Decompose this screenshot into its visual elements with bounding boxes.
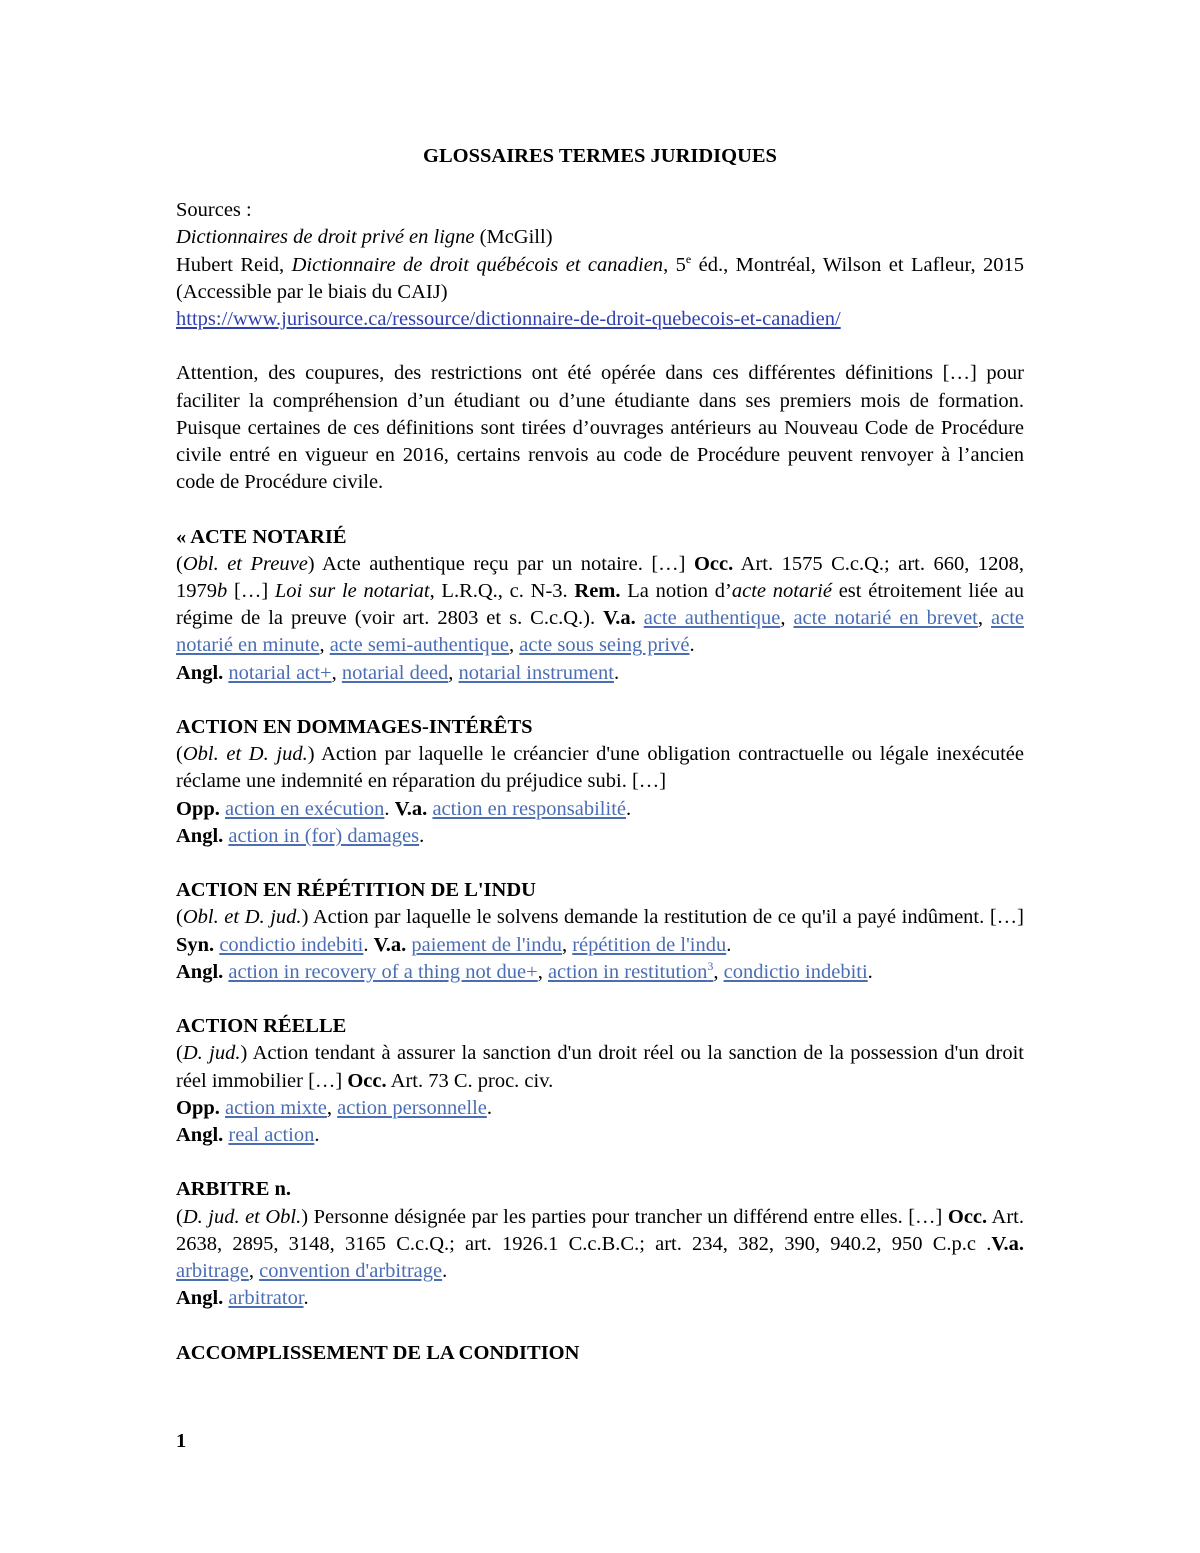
link-acte-notarie-minute[interactable]: acte notarié en minute — [176, 607, 1024, 657]
source-reid: Hubert Reid, Dictionnaire de droit québécois et canadien, 5e éd., Montréal, Wilson et Lafleur, 2015 (Accessible par le biais du CAIJ) — [176, 251, 1024, 303]
entry-acte-notarie — [176, 524, 1024, 687]
source-mcgill-title: Dictionnaires de droit privé en ligne — [176, 226, 475, 249]
link-arbitrator[interactable]: arbitrator — [228, 1287, 304, 1310]
link-notarial-act[interactable]: notarial act+ — [228, 661, 332, 684]
entry-opp: Opp. action en exécution. V.a. action en responsabilité. — [176, 797, 632, 820]
source-url-line — [176, 306, 1024, 333]
entry-title: ARBITRE n. — [176, 1178, 292, 1201]
entry-angl: Angl. notarial act+, notarial deed, notarial instrument. — [176, 661, 620, 684]
entry-domain: Obl. et D. jud. — [182, 906, 302, 929]
entry-angl: Angl. real action. — [176, 1124, 320, 1147]
link-acte-sous-seing-prive[interactable]: acte sous seing privé — [519, 634, 690, 657]
source-reid-title: Dictionnaire de droit québécois et canadien — [291, 253, 664, 276]
sources-label: Sources : — [176, 199, 252, 222]
link-action-en-execution[interactable]: action en exécution — [225, 797, 385, 820]
entry-domain: D. jud. et Obl. — [182, 1205, 302, 1228]
link-paiement-de-l-indu[interactable]: paiement de l'indu — [411, 933, 562, 956]
link-action-personnelle[interactable]: action personnelle — [337, 1096, 487, 1119]
entry-definition: (Obl. et D. jud.) Action par laquelle le solvens demande la restitution de ce qu'il a payé indûment. […] Syn. condictio indebiti. V.a. paiement de l'indu, répétition de l'indu. — [176, 906, 1025, 956]
sources-block — [176, 197, 1024, 333]
entry-domain: Obl. et D. jud. — [182, 743, 308, 766]
entry-opp: Opp. action mixte, action personnelle. — [176, 1096, 492, 1119]
entry-title: ACTION EN RÉPÉTITION DE L'INDU — [176, 879, 536, 902]
entry-accomplissement — [176, 1340, 1024, 1367]
link-action-en-responsabilite[interactable]: action en responsabilité — [432, 797, 626, 820]
link-real-action[interactable]: real action — [228, 1124, 315, 1147]
entry-title: ACTION EN DOMMAGES-INTÉRÊTS — [176, 716, 533, 739]
link-arbitrage[interactable]: arbitrage — [176, 1260, 249, 1283]
entry-title: ACCOMPLISSEMENT DE LA CONDITION — [176, 1341, 580, 1364]
link-action-in-recovery[interactable]: action in recovery of a thing not due+ — [228, 960, 538, 983]
entry-title: « ACTE NOTARIÉ — [176, 525, 347, 548]
entry-title: ACTION RÉELLE — [176, 1015, 347, 1038]
link-convention-d-arbitrage[interactable]: convention d'arbitrage — [259, 1260, 443, 1283]
document-body — [176, 143, 1024, 1367]
entry-domain: Obl. et Preuve — [182, 552, 308, 575]
link-action-mixte[interactable]: action mixte — [225, 1096, 327, 1119]
entry-definition: (Obl. et Preuve) Acte authentique reçu par un notaire. […] Occ. Art. 1575 C.c.Q.; art. 660, 1208, 1979b […] Loi sur le notariat, L.R.Q., c. N-3. Rem. La notion d’acte notarié est étroitement liée au régime de la preuve (voir art. 2803 et s. C.c.Q.). V.a. acte authentique, acte notarié en brevet, acte notarié en minute, acte semi-authentique, acte sous seing privé. — [176, 552, 1024, 657]
entry-action-dommages — [176, 714, 1024, 850]
link-repetition-de-l-indu[interactable]: répétition de l'indu — [572, 933, 727, 956]
entry-angl: Angl. action in recovery of a thing not due+, action in restitution$^3$, condictio indebiti. — [176, 959, 873, 983]
document-title: GLOSSAIRES TERMES JURIDIQUES — [423, 145, 777, 167]
link-action-in-restitution[interactable]: action in restitution$^3$ — [547, 959, 714, 983]
page-number: 1 — [176, 1430, 187, 1452]
link-acte-notarie-brevet[interactable]: acte notarié en brevet — [793, 607, 978, 630]
entry-definition: (D. jud.) Action tendant à assurer la sanction d'un droit réel ou la sanction de la possession d'un droit réel immobilier […] Occ. Art. 73 C. proc. civ. — [176, 1042, 1024, 1092]
link-acte-semi-authentique[interactable]: acte semi-authentique — [329, 634, 509, 657]
source-mcgill: Dictionnaires de droit privé en ligne (McGill) — [176, 226, 553, 249]
link-condictio-indebiti-en[interactable]: condictio indebiti — [723, 960, 868, 983]
link-action-in-damages[interactable]: action in (for) damages — [228, 824, 420, 847]
attention-paragraph: Attention, des coupures, des restrictions ont été opérée dans ces différentes définitions […] pour faciliter la compréhension d’un étudiant ou d’une étudiante dans ses premiers mois de formation. Puisque certaines de ces définitions sont tirées d’ouvrages antérieurs au Nouveau Code de Procédure civile entré en vigueur en 2016, certains renvois au code de Procédure peuvent renvoyer à l’ancien code de Procédure civile. — [176, 362, 1024, 494]
entry-definition: (Obl. et D. jud.) Action par laquelle le créancier d'une obligation contractuelle ou légale inexécutée réclame une indemnité en réparation du préjudice subi. […] — [176, 743, 1025, 793]
entry-arbitre — [176, 1176, 1024, 1312]
link-notarial-deed[interactable]: notarial deed — [341, 661, 449, 684]
source-url-link[interactable]: https://www.jurisource.ca/ressource/dictionnaire-de-droit-quebecois-et-canadien/ — [176, 308, 841, 331]
entry-action-repetition — [176, 877, 1024, 986]
entry-domain: D. jud. — [182, 1042, 241, 1065]
link-acte-authentique[interactable]: acte authentique — [643, 607, 781, 630]
entry-angl: Angl. action in (for) damages. — [176, 824, 425, 847]
link-notarial-instrument[interactable]: notarial instrument — [458, 661, 614, 684]
entry-action-reelle — [176, 1013, 1024, 1149]
link-condictio-indebiti[interactable]: condictio indebiti — [219, 933, 364, 956]
entry-angl: Angl. arbitrator. — [176, 1287, 309, 1310]
entry-definition: (D. jud. et Obl.) Personne désignée par les parties pour trancher un différend entre elles. […] Occ. Art. 2638, 2895, 3148, 3165 C.c.Q.; art. 1926.1 C.c.B.C.; art. 234, 382, 390, 940.2, 950 C.p.c .V.a. arbitrage, convention d'arbitrage. — [176, 1205, 1024, 1283]
